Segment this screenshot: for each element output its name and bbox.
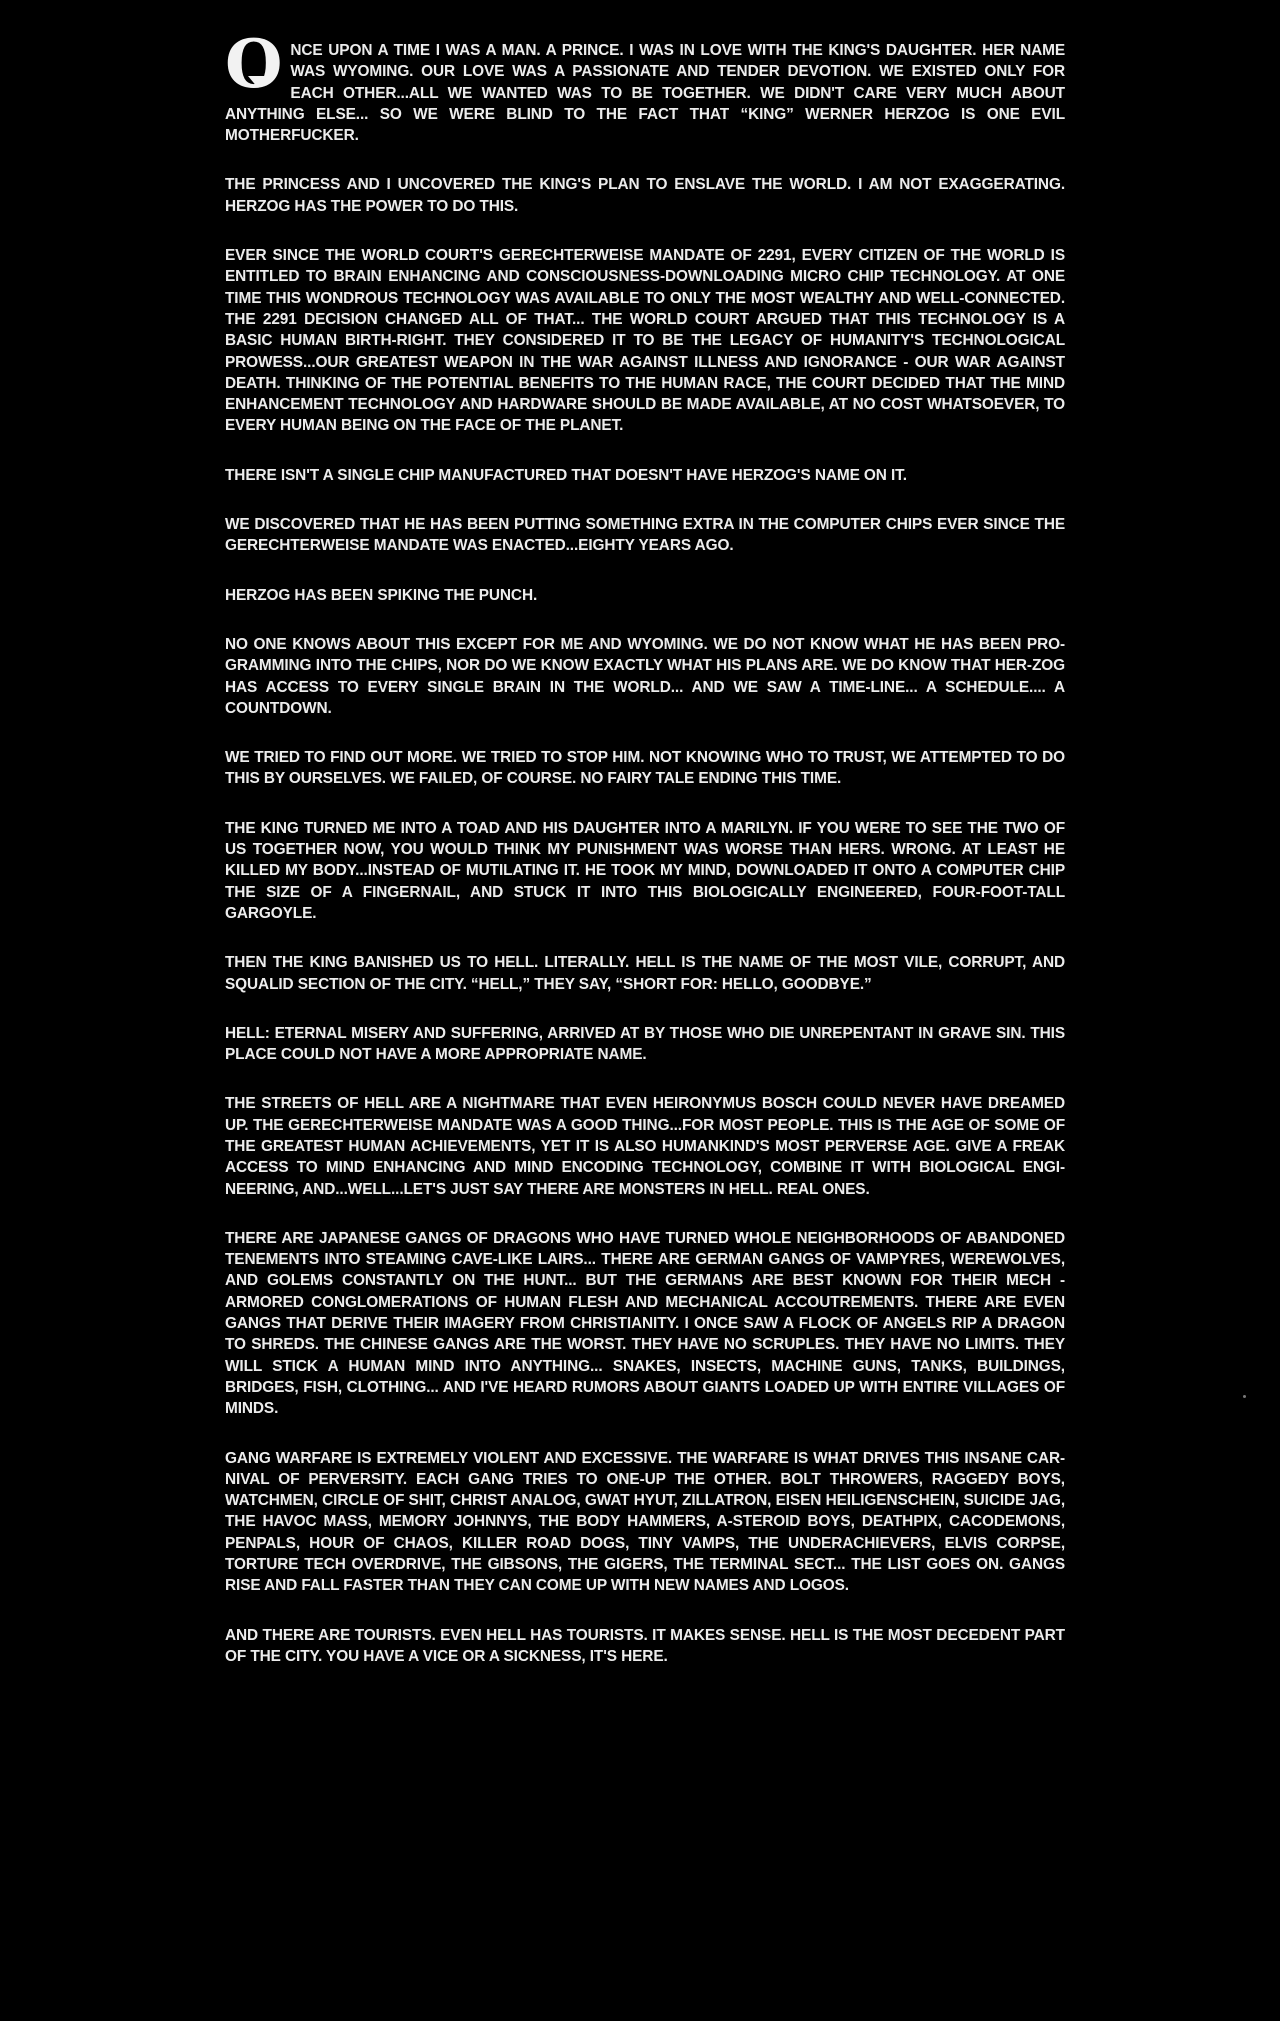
paragraph: WE DISCOVERED THAT HE HAS BEEN PUTTING SOMETHING EXTRA IN THE COMPUTER CHIPS EVER SINCE THE GERECHTERWEISE MANDATE WAS ENACTED...EIGHTY YEARS AGO.	[225, 516, 1065, 555]
paragraph: THE STREETS OF HELL ARE A NIGHTMARE THAT EVEN HEIRONYMUS BOSCH COULD NEVER HAVE DREAMED UP. THE GERECHTERWEISE MANDATE WAS A GOOD THING...FOR MOST PEOPLE. THIS IS THE AGE OF SOME OF THE GREATEST HUMAN ACHIEVEMENTS, YET IT IS ALSO HUMANKIND'S MOST PERVERSE AGE. GIVE A FREAK ACCESS TO MIND ENHANCING AND MIND ENCODING TECHNOLOGY, COMBINE IT WITH BIOLOGICAL ENGI-NEERING, AND...WELL...LET'S JUST SAY THERE ARE MONSTERS IN HELL. REAL ONES.	[225, 1095, 1065, 1198]
paragraph	[225, 25, 1065, 146]
paragraph-text: NCE UPON A TIME I WAS A MAN. A PRINCE. I WAS IN LOVE WITH THE KING'S DAUGHTER. HER NAME WAS WYOMING. OUR LOVE WAS A PASSIONATE AND TENDER DEVOTION. WE EXISTED ONLY FOR EACH OTHER...ALL WE WANTED WAS TO BE TOGETHER. WE DIDN'T CARE VERY MUCH ABOUT ANYTHING ELSE... SO WE WERE BLIND TO THE FACT THAT “KING” WERNER HERZOG IS ONE EVIL MOTHERFUCKER.	[225, 42, 1065, 145]
paragraph: THERE ARE JAPANESE GANGS OF DRAGONS WHO HAVE TURNED WHOLE NEIGHBORHOODS OF ABANDONED TENEMENTS INTO STEAMING CAVE-LIKE LAIRS... THERE ARE GERMAN GANGS OF VAMPYRES, WEREWOLVES, AND GOLEMS CONSTANTLY ON THE HUNT... BUT THE GERMANS ARE BEST KNOWN FOR THEIR MECH - ARMORED CONGLOMERATIONS OF HUMAN FLESH AND MECHANICAL ACCOUTREMENTS. THERE ARE EVEN GANGS THAT DERIVE THEIR IMAGERY FROM CHRISTIANITY. I ONCE SAW A FLOCK OF ANGELS RIP A DRAGON TO SHREDS. THE CHINESE GANGS ARE THE WORST. THEY HAVE NO SCRUPLES. THEY HAVE NO LIMITS. THEY WILL STICK A HUMAN MIND INTO ANYTHING... SNAKES, INSECTS, MACHINE GUNS, TANKS, BUILDINGS, BRIDGES, FISH, CLOTHING... AND I'VE HEARD RUMORS ABOUT GIANTS LOADED UP WITH ENTIRE VILLAGES OF MINDS.	[225, 1229, 1065, 1418]
paragraph: EVER SINCE THE WORLD COURT'S GERECHTERWEISE MANDATE OF 2291, EVERY CITIZEN OF THE WORLD IS ENTITLED TO BRAIN ENHANCING AND CONSCIOUSNESS-DOWNLOADING MICRO CHIP TECHNOLOGY. AT ONE TIME THIS WONDROUS TECHNOLOGY WAS AVAILABLE TO ONLY THE MOST WEALTHY AND WELL-CONNECTED. THE 2291 DECISION CHANGED ALL OF THAT... THE WORLD COURT ARGUED THAT THIS TECHNOLOGY IS A BASIC HUMAN BIRTH-RIGHT. THEY CONSIDERED IT TO BE THE LEGACY OF HUMANITY'S TECHNOLOGICAL PROWESS...OUR GREATEST WEAPON IN THE WAR AGAINST ILLNESS AND IGNORANCE - OUR WAR AGAINST DEATH. THINKING OF THE POTENTIAL BENEFITS TO THE HUMAN RACE, THE COURT DECIDED THAT THE MIND ENHANCEMENT TECHNOLOGY AND HARDWARE SHOULD BE MADE AVAILABLE, AT NO COST WHATSOEVER, TO EVERY HUMAN BEING ON THE FACE OF THE PLANET.	[225, 247, 1065, 435]
paragraph: THE KING TURNED ME INTO A TOAD AND HIS DAUGHTER INTO A MARILYN. IF YOU WERE TO SEE THE TWO OF US TOGETHER NOW, YOU WOULD THINK MY PUNISHMENT WAS WORSE THAN HERS. WRONG. AT LEAST HE KILLED MY BODY...INSTEAD OF MUTILATING IT. HE TOOK MY MIND, DOWNLOADED IT ONTO A COMPUTER CHIP THE SIZE OF A FINGERNAIL, AND STUCK IT INTO THIS BIOLOGICALLY ENGINEERED, FOUR-FOOT-TALL GARGOYLE.	[225, 819, 1065, 922]
paragraph: NO ONE KNOWS ABOUT THIS EXCEPT FOR ME AND WYOMING. WE DO NOT KNOW WHAT HE HAS BEEN PRO-GRAMMING INTO THE CHIPS, NOR DO WE KNOW EXACTLY WHAT HIS PLANS ARE. WE DO KNOW THAT HER-ZOG HAS ACCESS TO EVERY SINGLE BRAIN IN THE WORLD... AND WE SAW A TIME-LINE... A SCHEDULE.... A COUNTDOWN.	[225, 635, 1065, 717]
paragraph: THE PRINCESS AND I UNCOVERED THE KING'S PLAN TO ENSLAVE THE WORLD. I AM NOT EXAGGERATING. HERZOG HAS THE POWER TO DO THIS.	[225, 176, 1065, 215]
paragraph: THERE ISN'T A SINGLE CHIP MANUFACTURED THAT DOESN'T HAVE HERZOG'S NAME ON IT.	[225, 466, 907, 484]
paragraph: GANG WARFARE IS EXTREMELY VIOLENT AND EXCESSIVE. THE WARFARE IS WHAT DRIVES THIS INSANE CAR-NIVAL OF PERVERSITY. EACH GANG TRIES TO ONE-UP THE OTHER. BOLT THROWERS, RAGGEDY BOYS, WATCHMEN, CIRCLE OF SHIT, CHRIST ANALOG, GWAT HYUT, ZILLATRON, EISEN HEILIGENSCHEIN, SUICIDE JAG, THE HAVOC MASS, MEMORY JOHNNYS, THE BODY HAMMERS, A-STEROID BOYS, DEATHPIX, CACODEMONS, PENPALS, HOUR OF CHAOS, KILLER ROAD DOGS, TINY VAMPS, THE UNDERACHIEVERS, ELVIS CORPSE, TORTURE TECH OVERDRIVE, THE GIBSONS, THE GIGERS, THE TERMINAL SECT... THE LIST GOES ON. GANGS RISE AND FALL FASTER THAN THEY CAN COME UP WITH NEW NAMES AND LOGOS.	[225, 1449, 1065, 1595]
paragraph: AND THERE ARE TOURISTS. EVEN HELL HAS TOURISTS. IT MAKES SENSE. HELL IS THE MOST DECEDENT PART OF THE CITY. YOU HAVE A VICE OR A SICKNESS, IT'S HERE.	[225, 1626, 1065, 1665]
text-column	[225, 25, 1065, 1695]
paragraph: HERZOG HAS BEEN SPIKING THE PUNCH.	[225, 586, 538, 604]
paragraph: HELL: ETERNAL MISERY AND SUFFERING, ARRIVED AT BY THOSE WHO DIE UNREPENTANT IN GRAVE SIN. THIS PLACE COULD NOT HAVE A MORE APPROPRIATE NAME.	[225, 1024, 1065, 1064]
paragraph: THEN THE KING BANISHED US TO HELL. LITERALLY. HELL IS THE NAME OF THE MOST VILE, CORRUPT, AND SQUALID SECTION OF THE CITY. “HELL,” THEY SAY, “SHORT FOR: HELLO, GOODBYE.”	[225, 954, 1065, 993]
paragraph: WE TRIED TO FIND OUT MORE. WE TRIED TO STOP HIM. NOT KNOWING WHO TO TRUST, WE ATTEMPTED TO DO THIS BY OURSELVES. WE FAILED, OF COURSE. NO FAIRY TALE ENDING THIS TIME.	[225, 749, 1065, 788]
drop-cap: O	[225, 25, 283, 103]
speck	[1243, 1395, 1246, 1398]
